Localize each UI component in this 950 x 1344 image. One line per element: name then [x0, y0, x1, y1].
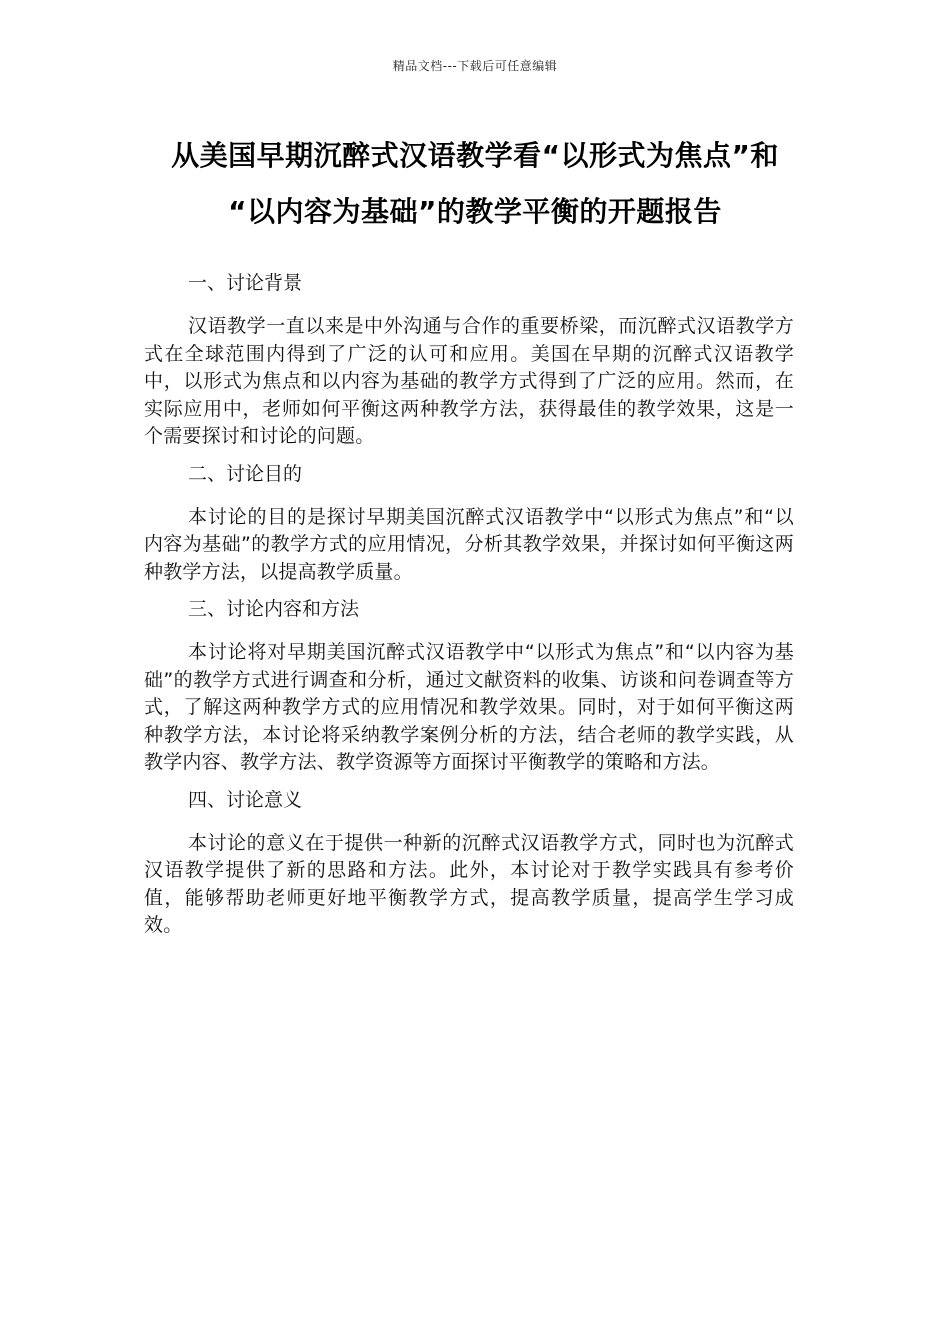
section-paragraph: 汉语教学一直以来是中外沟通与合作的重要桥梁，而沉醉式汉语教学方式在全球范围内得到了广泛的认可和应用。美国在早期的沉醉式汉语教学中，以形式为焦点和以内容为基础的教学方式得到了广泛的应用。然而，在实际应用中，老师如何平衡这两种教学方法，获得最佳的教学效果，这是一个需要探讨和讨论的问题。 — [144, 315, 794, 447]
section-paragraph: 本讨论的目的是探讨早期美国沉醉式汉语教学中“以形式为焦点”和“以内容为基础”的教学方式的应用情况，分析其教学效果，并探讨如何平衡这两种教学方法，以提高教学质量。 — [144, 505, 794, 583]
section-paragraph: 本讨论将对早期美国沉醉式汉语教学中“以形式为焦点”和“以内容为基础”的教学方式进行调查和分析，通过文献资料的收集、访谈和问卷调查等方式，了解这两种教学方式的应用情况和教学效果。同时，对于如何平衡这两种教学方法，本讨论将采纳教学案例分析的方法，结合老师的教学实践，从教学内容、教学方法、教学资源等方面探讨平衡教学的策略和方法。 — [144, 641, 794, 773]
section-heading: 四、讨论意义 — [188, 788, 303, 811]
section-heading: 二、讨论目的 — [188, 462, 303, 485]
document-title-line-1: 从美国早期沉醉式汉语教学看“以形式为焦点”和 — [171, 139, 779, 172]
document-title-line-2: “以内容为基础”的教学平衡的开题报告 — [228, 195, 722, 228]
section-heading: 三、讨论内容和方法 — [188, 598, 360, 620]
section-content-method — [144, 592, 794, 777]
section-purpose — [144, 457, 794, 587]
section-background — [144, 266, 794, 451]
section-heading: 一、讨论背景 — [188, 272, 303, 294]
section-significance — [144, 783, 794, 940]
section-paragraph: 本讨论的意义在于提供一种新的沉醉式汉语教学方式，同时也为沉醉式汉语教学提供了新的思路和方法。此外，本讨论对于教学实践具有参考价值，能够帮助老师更好地平衡教学方式，提高教学质量，提高学生学习成效。 — [144, 831, 794, 936]
document-body — [144, 266, 794, 946]
header-note: 精品文档---下载后可任意编辑 — [392, 59, 558, 73]
